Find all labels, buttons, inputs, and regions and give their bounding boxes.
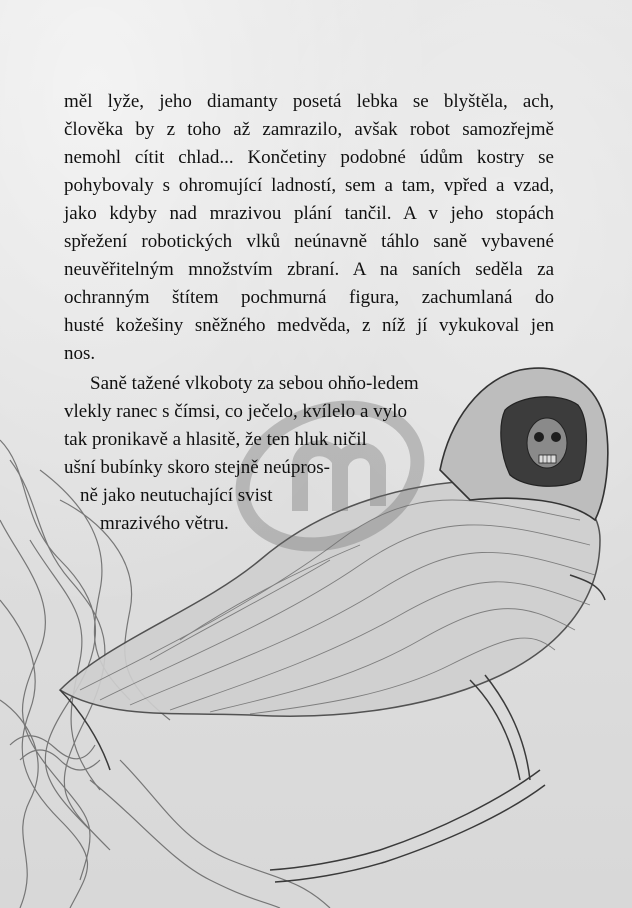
text-line: jako kdyby nad mrazivou plání tančil. A v jeho stopách (64, 203, 554, 224)
text-line: spřežení robotických vlků neúnavně táhlo saně vybavené (64, 231, 554, 252)
paragraph-1 (64, 88, 554, 368)
text-line: ušní bubínky skoro stejně neúpros- (64, 457, 330, 478)
text-line: ochranným štítem pochmurná figura, zachumlaná do (64, 287, 554, 308)
text-line: měl lyže, jeho diamanty posetá lebka se blyštěla, ach, (64, 91, 554, 112)
text-line: neuvěřitelným množstvím zbraní. A na saních seděla za (64, 259, 554, 280)
text-line: Saně tažené vlkoboty za sebou ohňo-ledem (90, 373, 419, 394)
text-line: tak pronikavě a hlasitě, že ten hluk ničil (64, 429, 367, 450)
text-line: mrazivého větru. (100, 513, 229, 534)
text-line: nos. (64, 343, 96, 364)
text-line: nemohl cítit chlad... Končetiny podobné údům kostry se (64, 147, 554, 168)
text-line: člověka by z toho až zamrazilo, avšak robot samozřejmě (64, 119, 554, 140)
text-line: pohybovaly s ohromující ladností, sem a tam, vpřed a vzad, (64, 175, 554, 196)
text-line: ně jako neutuchající svist (80, 485, 273, 506)
text-line: husté kožešiny sněžného medvěda, z níž jí vykukoval jen (64, 315, 554, 336)
text-line: vlekly ranec s čímsi, co ječelo, kvílelo a vylo (64, 401, 407, 422)
